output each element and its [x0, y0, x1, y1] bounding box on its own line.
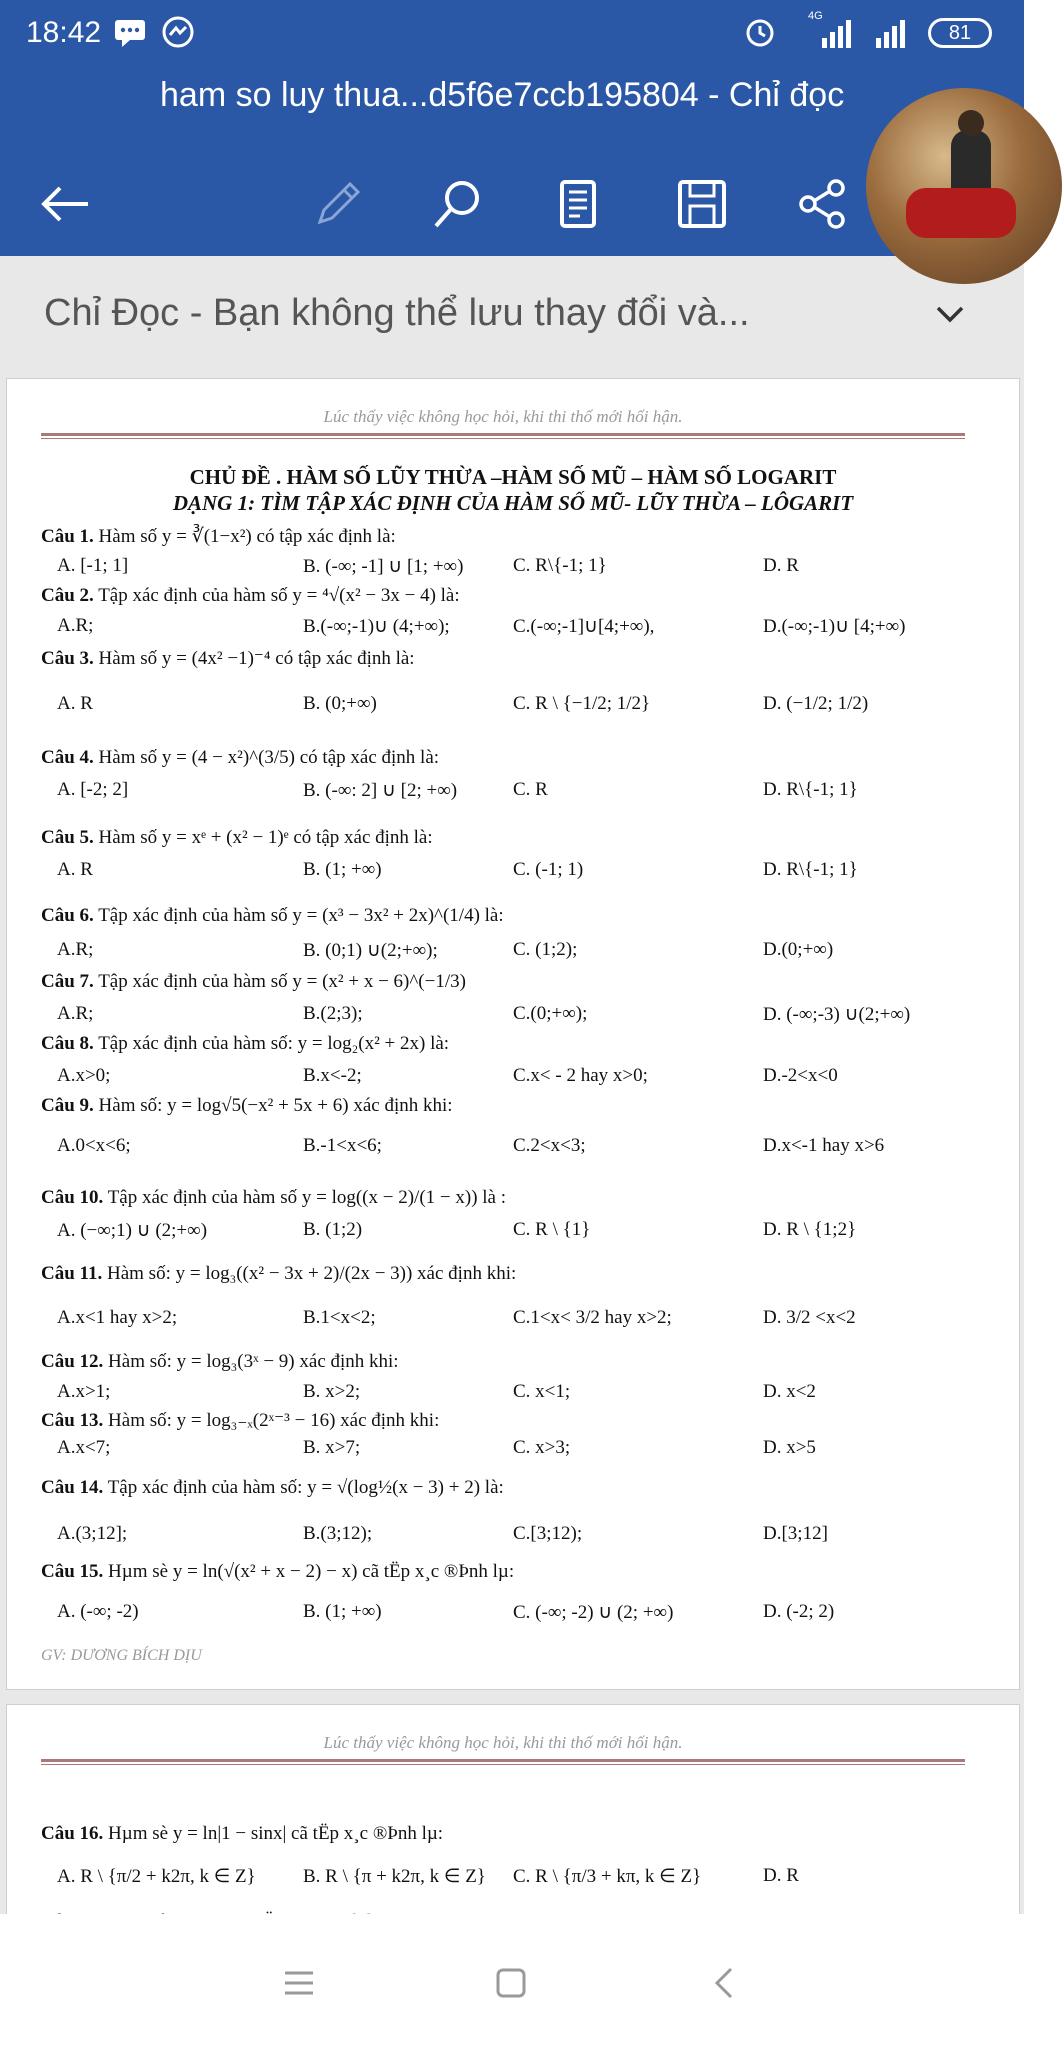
answer-option-a: A. R: [57, 859, 93, 880]
question-line: [41, 1351, 399, 1373]
page-header: Lúc thấy việc không học hỏi, khi thi thố mới hối hận.: [323, 1733, 683, 1752]
question-line: [41, 1561, 514, 1583]
answer-option-a: A.(3;12];: [57, 1523, 128, 1544]
answer-option-c: C. R \ {π/3 + kπ, k ∈ Z}: [513, 1866, 702, 1887]
pencil-icon: [310, 176, 366, 232]
alarm-icon: [742, 14, 778, 50]
question-line: [41, 525, 396, 548]
question-text: Tập xác định của hàm số: y = log₂(x² + 2x) là:: [93, 1033, 450, 1054]
question-line: [41, 585, 460, 607]
answer-option-c: C. (-1; 1): [513, 859, 584, 880]
question-line: [41, 1409, 439, 1432]
question-text: Tập xác định của hàm số: y = √(log½(x − 3) + 2) là:: [103, 1477, 504, 1498]
share-icon: [794, 176, 850, 232]
question-text: Hàm số y = xᵉ + (x² − 1)ᵉ có tập xác định là:: [93, 827, 433, 848]
document-page-1: [6, 378, 1020, 1690]
answer-option-d: D. x>5: [763, 1437, 816, 1458]
header-rule: [41, 1759, 965, 1765]
answer-option-d: D. R\{-1; 1}: [763, 779, 858, 800]
menu-lines-icon: [279, 1963, 319, 2003]
question-text: Hàm số y = (4x² −1)⁻⁴ có tập xác định là:: [93, 648, 415, 669]
reading-view-button[interactable]: [540, 166, 616, 242]
answer-option-d: D.x<-1 hay x>6: [763, 1135, 885, 1156]
question-text: Hàm số: y = log₃(3ˣ − 9) xác định khi:: [103, 1351, 399, 1372]
back-nav-button[interactable]: [700, 1958, 750, 2008]
answer-option-c: C. R \ {−1/2; 1/2}: [513, 693, 651, 714]
answer-option-a: A. (−∞;1) ∪ (2;+∞): [57, 1220, 208, 1241]
back-arrow-icon: [38, 176, 94, 232]
save-icon: [674, 176, 730, 232]
document-viewport[interactable]: [0, 374, 1024, 1914]
answer-option-d: D. (-2; 2): [763, 1601, 835, 1622]
question-text: Tập xác định của hàm số y = (x³ − 3x² + 2x)^(1/4) là:: [93, 905, 504, 926]
question-line: [41, 647, 415, 670]
recent-apps-button[interactable]: [274, 1958, 324, 2008]
answer-option-c: C.[3;12);: [513, 1523, 583, 1544]
question-number: Câu 11.: [41, 1263, 103, 1284]
answer-option-b: B.-1<x<6;: [303, 1135, 382, 1156]
chevron-left-icon: [705, 1963, 745, 2003]
question-number: Câu 1.: [41, 526, 94, 547]
question-text: Tập xác định của hàm số y = (x² + x − 6)^(−1/3): [93, 971, 466, 992]
question-line: [41, 905, 504, 927]
answer-option-b: B.x<-2;: [303, 1065, 362, 1086]
network-type: 4G: [808, 10, 823, 22]
answer-option-a: A.x>0;: [57, 1065, 111, 1086]
answer-option-c: C.2<x<3;: [513, 1135, 586, 1156]
answer-option-b: B. (-∞: 2] ∪ [2; +∞): [303, 780, 458, 801]
question-number: Câu 3.: [41, 648, 94, 669]
question-text: Hàm số: y = log₃((x² − 3x + 2)/(2x − 3)) xác định khi:: [102, 1263, 517, 1284]
answer-option-b: B. x>7;: [303, 1437, 361, 1458]
answer-option-c: C. x<1;: [513, 1381, 571, 1402]
clock: 18:42: [26, 16, 102, 49]
question-line: [41, 971, 466, 993]
answer-option-b: B. x>2;: [303, 1381, 361, 1402]
answer-option-a: A.0<x<6;: [57, 1135, 131, 1156]
answer-option-b: B.1<x<2;: [303, 1307, 376, 1328]
answer-option-c: C. R \ {1}: [513, 1219, 591, 1240]
document-title: ham so luy thua...d5f6e7ccb195804 - Chỉ đọc: [160, 76, 845, 114]
save-button[interactable]: [664, 166, 740, 242]
answer-option-a: A. R \ {π/2 + k2π, k ∈ Z}: [57, 1866, 256, 1887]
answer-option-d: D. R\{-1; 1}: [763, 859, 858, 880]
page-header: Lúc thấy việc không học hỏi, khi thi thố mới hối hận.: [323, 407, 683, 426]
answer-option-a: A.x>1;: [57, 1381, 111, 1402]
answer-option-d: D.[3;12]: [763, 1523, 828, 1544]
question-number: Câu 15.: [41, 1561, 104, 1582]
status-bar: [0, 0, 1024, 68]
answer-option-b: B.(3;12);: [303, 1523, 373, 1544]
search-icon: [430, 176, 486, 232]
answer-option-d: D.-2<x<0: [763, 1065, 838, 1086]
answer-option-c: C.1<x< 3/2 hay x>2;: [513, 1307, 672, 1328]
answer-option-a: A.x<1 hay x>2;: [57, 1307, 178, 1328]
question-text: Hàm số y = ∛(1−x²) có tập xác định là:: [93, 526, 396, 547]
edit-button[interactable]: [300, 166, 376, 242]
question-number: Câu 4.: [41, 747, 94, 768]
home-button[interactable]: [486, 1958, 536, 2008]
question-number: Câu 9.: [41, 1095, 94, 1116]
question-line: [41, 1477, 504, 1499]
answer-option-a: A. R: [57, 693, 93, 714]
read-only-banner[interactable]: [0, 256, 1024, 374]
square-icon: [491, 1963, 531, 2003]
answer-option-c: C.(0;+∞);: [513, 1003, 588, 1024]
share-button[interactable]: [784, 166, 860, 242]
answer-option-d: D. (−1/2; 1/2): [763, 693, 869, 714]
question-line: [41, 1095, 453, 1117]
answer-option-b: B. (0;+∞): [303, 693, 377, 714]
answer-option-a: A.R;: [57, 1003, 94, 1024]
answer-option-a: A.R;: [57, 939, 94, 960]
battery-indicator: 81: [928, 18, 992, 48]
answer-option-b: B. (1;2): [303, 1219, 363, 1240]
answer-option-c: C. R\{-1; 1}: [513, 555, 607, 576]
avatar-motorbike: [906, 188, 1016, 238]
author-footer: GV: DƯƠNG BÍCH DỊU: [41, 1647, 202, 1664]
question-line: [41, 827, 433, 849]
back-button[interactable]: [28, 166, 104, 242]
answer-option-d: D. R: [763, 1865, 799, 1886]
avatar[interactable]: [866, 88, 1062, 284]
answer-option-d: D. R \ {1;2}: [763, 1219, 857, 1240]
answer-option-c: C. x>3;: [513, 1437, 571, 1458]
question-line: [41, 1823, 443, 1845]
question-number: Câu 6.: [41, 905, 94, 926]
answer-option-a: A.R;: [57, 615, 94, 636]
question-line: [41, 1033, 449, 1055]
answer-option-d: D.(-∞;-1)∪ [4;+∞): [763, 616, 906, 637]
topic-heading: CHỦ ĐỀ . HÀM SỐ LŨY THỪA –HÀM SỐ MŨ – HÀM SỐ LOGARIT: [189, 465, 837, 489]
answer-option-c: C. R: [513, 779, 548, 800]
question-number: Câu 13.: [41, 1410, 104, 1431]
question-number: Câu 16.: [41, 1823, 104, 1844]
question-number: Câu 7.: [41, 971, 94, 992]
system-navigation-bar: [0, 1914, 1024, 2048]
question-line: [41, 1263, 516, 1285]
question-text: Hµm sè y = ln(√(x² + x − 2) − x) cã tËp x¸c ®Þnh lµ:: [103, 1561, 515, 1582]
avatar-head: [958, 110, 984, 136]
question-line: [41, 747, 439, 769]
answer-option-d: D. R: [763, 555, 799, 576]
question-text: Tập xác định của hàm số y = ⁴√(x² − 3x − 4) là:: [93, 585, 460, 606]
answer-option-a: A.x<7;: [57, 1437, 111, 1458]
question-text: Hµm sè y = ln|1 − sinx| cã tËp x¸c ®Þnh lµ:: [103, 1823, 444, 1844]
document-icon: [550, 176, 606, 232]
message-icon: [112, 14, 148, 50]
answer-option-d: D.(0;+∞): [763, 939, 834, 960]
signal-icon-2: [872, 20, 908, 56]
answer-option-b: B.(2;3);: [303, 1003, 363, 1024]
answer-option-d: D. x<2: [763, 1381, 816, 1402]
answer-option-b: B.(-∞;-1)∪ (4;+∞);: [303, 616, 450, 637]
form-heading: DẠNG 1: TÌM TẬP XÁC ĐỊNH CỦA HÀM SỐ MŨ- LŨY THỪA – LÔGARIT: [172, 491, 854, 515]
question-number: Câu 14.: [41, 1477, 104, 1498]
question-text: Hàm số: y = log₃₋ₓ(2ˣ⁻³ − 16) xác định khi:: [103, 1410, 440, 1431]
header-rule: [41, 433, 965, 439]
answer-option-b: B. (-∞; -1] ∪ [1; +∞): [303, 556, 464, 577]
question-text: Tập xác định của hàm số y = log((x − 2)/(1 − x)) là :: [103, 1187, 507, 1208]
answer-option-b: B. R \ {π + k2π, k ∈ Z}: [303, 1866, 486, 1887]
answer-option-b: B. (1; +∞): [303, 1601, 382, 1622]
signal-icon-1: [808, 20, 844, 56]
answer-option-a: A. (-∞; -2): [57, 1601, 139, 1622]
chevron-down-icon[interactable]: [930, 294, 970, 334]
answer-option-c: C. (-∞; -2) ∪ (2; +∞): [513, 1602, 674, 1623]
question-line: [41, 1187, 506, 1209]
answer-option-c: C.x< - 2 hay x>0;: [513, 1065, 648, 1086]
read-only-message: Chỉ Đọc - Bạn không thể lưu thay đổi và...: [44, 292, 750, 334]
answer-option-b: B. (1; +∞): [303, 859, 382, 880]
question-number: Câu 8.: [41, 1033, 94, 1054]
question-number: Câu 5.: [41, 827, 94, 848]
question-text: Hàm số y = (4 − x²)^(3/5) có tập xác định là:: [93, 747, 440, 768]
question-text: Hàm số: y = log√5(−x² + 5x + 6) xác định khi:: [93, 1095, 453, 1116]
answer-option-c: C.(-∞;-1]∪[4;+∞),: [513, 616, 655, 637]
question-number: Câu 12.: [41, 1351, 104, 1372]
messenger-icon: [160, 14, 196, 50]
question-number: Câu 10.: [41, 1187, 104, 1208]
question-number: Câu 2.: [41, 585, 94, 606]
answer-option-c: C. (1;2);: [513, 939, 578, 960]
answer-option-a: A. [-1; 1]: [57, 555, 129, 576]
answer-option-b: B. (0;1) ∪(2;+∞);: [303, 940, 438, 961]
search-button[interactable]: [420, 166, 496, 242]
answer-option-d: D. (-∞;-3) ∪(2;+∞): [763, 1004, 911, 1025]
answer-option-a: A. [-2; 2]: [57, 779, 129, 800]
answer-option-d: D. 3/2 <x<2: [763, 1307, 856, 1328]
